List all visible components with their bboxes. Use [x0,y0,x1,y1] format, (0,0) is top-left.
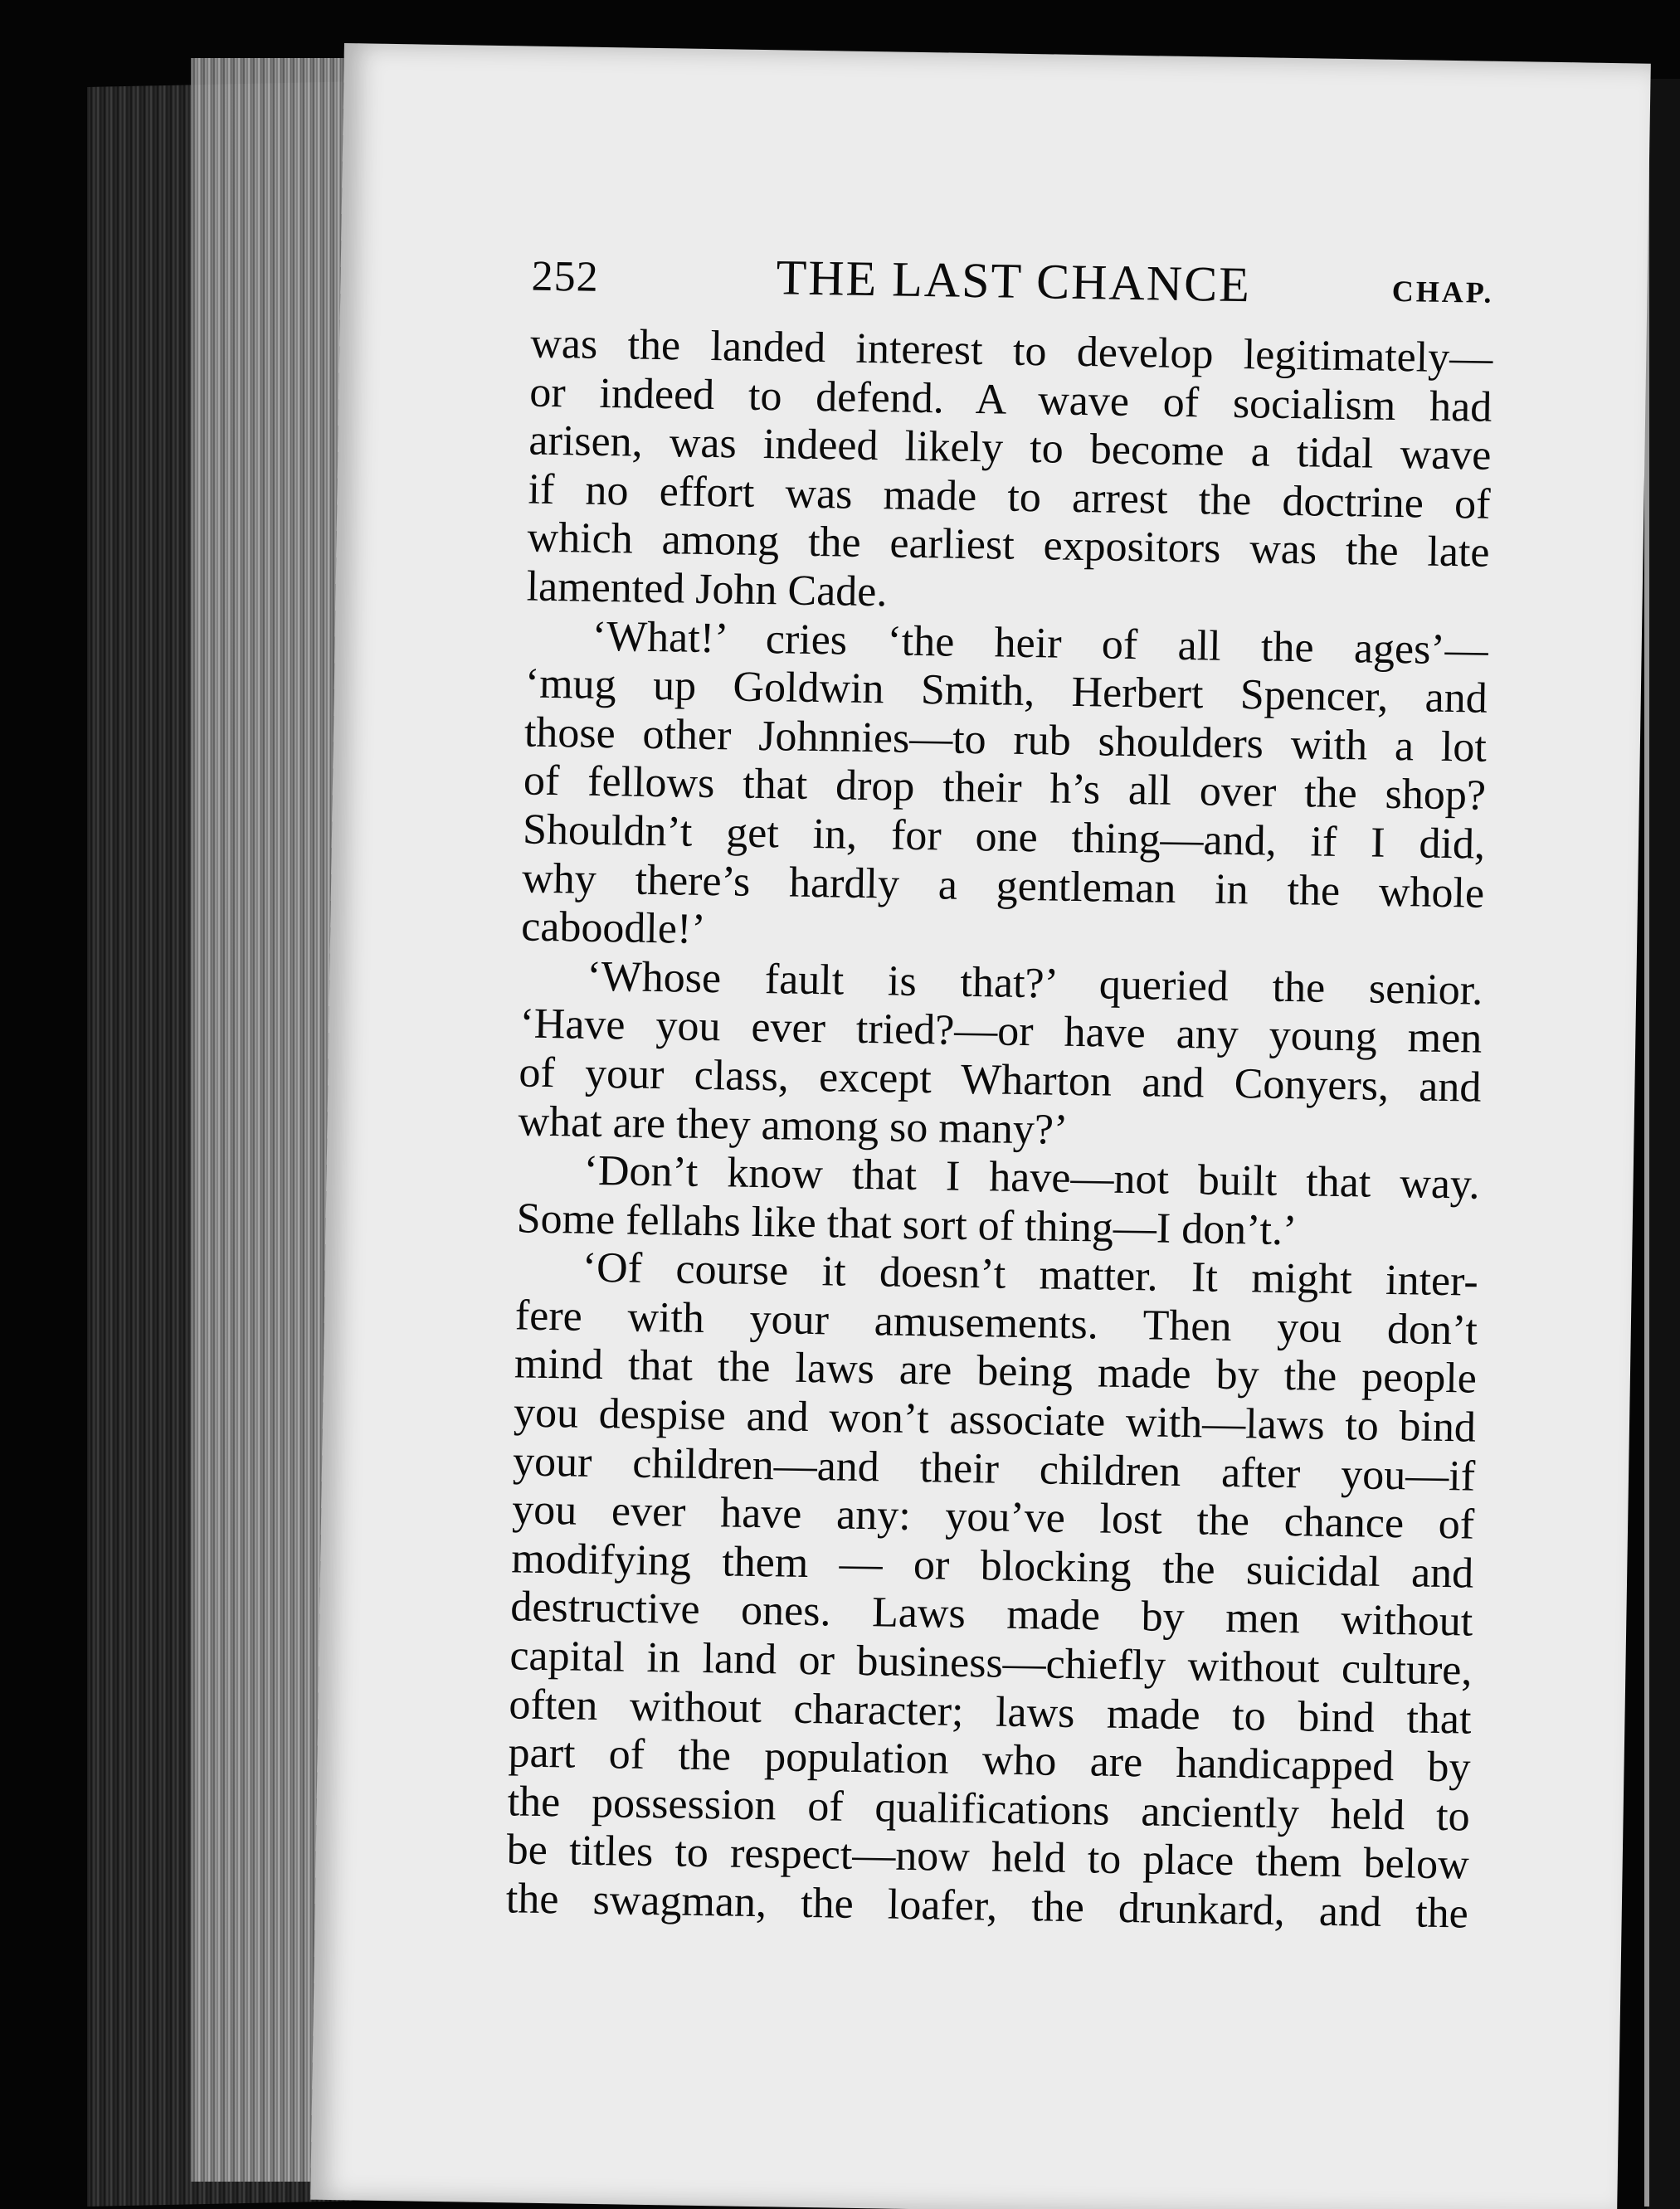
text-line: part of the population who are handicapped by [508,1729,1471,1792]
text-line: ‘mug up Goldwin Smith, Herbert Spencer, and [524,659,1488,723]
text-line: destructive ones. Laws made by men without [509,1583,1473,1647]
text-line: caboodle!’ [520,903,707,954]
book-title: THE LAST CHANCE [776,250,1252,313]
text-line: was the landed interest to develop legitimately— [529,319,1493,382]
text-line: fere with your amusements. Then you don’t [514,1292,1478,1355]
text-line: often without character; laws made to bind that [509,1680,1472,1744]
text-line: mind that the laws are being made by the people [514,1340,1478,1404]
paragraph-1 [526,320,1493,627]
page-number: 252 [531,252,600,301]
paragraph-2 [521,611,1488,966]
book-page [310,43,1651,2209]
text-line: Shouldn’t get in, for one thing—and, if I did, [522,805,1486,869]
text-line: you despise and won’t associate with—laws to bind [513,1389,1477,1452]
text-line: lamented John Cade. [526,562,888,616]
text-line: ‘Whose fault is that?’ queried the senior. [586,952,1483,1014]
text-line: of fellows that drop their h’s all over the shop? [523,757,1487,820]
paragraph-3 [518,951,1483,1161]
paragraph-4 [516,1146,1480,1258]
text-line: why there’s hardly a gentleman in the whole [521,854,1485,917]
text-line: what are they among so many?’ [518,1097,1069,1154]
text-line: the swagman, the loafer, the drunkard, and the [505,1875,1469,1938]
text-line: ‘Have you ever tried?—or have any young men [519,1000,1483,1063]
text-line: those other Johnnies—to rub shoulders with a lot [523,708,1488,771]
text-line: which among the earliest expositors was the late [527,513,1490,577]
text-line: ‘Don’t know that I have—not built that way. [583,1146,1480,1209]
text-line: or indeed to defend. A wave of socialism had [528,368,1493,431]
text-line: if no effort was made to arrest the doctrine of [528,465,1491,528]
text-line: Some fellahs like that sort of thing—I don’t.’ [516,1195,1298,1254]
text-line: the possession of qualifications anciently held to [507,1778,1471,1841]
chapter-label: CHAP. [1391,274,1494,309]
text-line: capital in land or business—chiefly without culture, [509,1632,1473,1695]
text-line: you ever have any: you’ve lost the chance of [511,1486,1475,1549]
text-line: your children—and their children after you—if [512,1438,1476,1501]
text-line: be titles to respect—now held to place them below [506,1826,1470,1889]
right-page-edge [1647,79,1680,2209]
text-line: arisen, was indeed likely to become a tidal wave [528,416,1492,479]
text-block [505,246,1494,1939]
text-line: ‘Of course it doesn’t matter. It might inter- [582,1243,1479,1306]
running-head [531,246,1494,335]
text-line: modifying them — or blocking the suicidal and [510,1535,1474,1598]
paragraph-5 [505,1243,1478,1939]
text-line: of your class, except Wharton and Conyers, and [519,1049,1482,1112]
text-line: ‘What!’ cries ‘the heir of all the ages’— [592,612,1489,674]
